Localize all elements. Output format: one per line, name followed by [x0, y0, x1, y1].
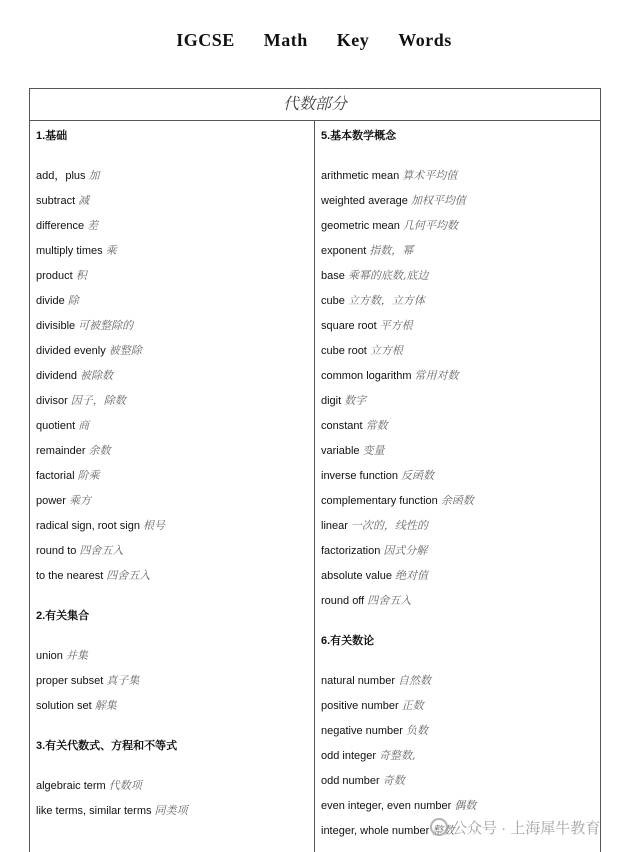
term-english: solution set — [36, 700, 92, 712]
vocab-entry — [321, 167, 457, 183]
term-english: exponent — [321, 245, 367, 257]
watermark — [430, 817, 600, 838]
vocabulary-table — [29, 88, 601, 852]
vocab-entry — [321, 592, 411, 608]
term-english: linear — [321, 520, 348, 532]
term-english: dividend — [36, 370, 77, 382]
term-english: geometric mean — [321, 220, 400, 232]
term-english: odd integer — [321, 750, 377, 762]
vocab-entry — [321, 292, 425, 308]
vocab-entry — [36, 647, 88, 663]
term-chinese: 立方数，立方体 — [347, 294, 425, 307]
term-chinese: 差 — [87, 219, 99, 232]
section-heading: 1.基础 — [36, 130, 68, 142]
term-english: cube root — [321, 345, 367, 357]
term-chinese: 并集 — [65, 649, 88, 662]
vocab-entry — [36, 567, 150, 583]
section-heading: 2.有关集合 — [36, 610, 90, 622]
watermark-text: 公众号 · 上海犀牛教育 — [452, 820, 601, 837]
term-chinese: 加权平均值 — [410, 194, 466, 207]
term-chinese: 自然数 — [398, 674, 431, 687]
term-chinese: 因式分解 — [383, 544, 428, 557]
term-english: subtract — [36, 195, 76, 207]
vocab-entry — [321, 567, 428, 583]
term-chinese: 四舍五入 — [106, 569, 151, 582]
term-english: like terms, similar terms — [36, 805, 152, 817]
term-chinese: 立方根 — [369, 344, 403, 357]
vocab-entry — [36, 672, 139, 688]
term-chinese: 积 — [75, 269, 87, 282]
vocab-entry — [321, 242, 413, 258]
vocab-entry — [36, 492, 91, 508]
vocab-entry — [321, 342, 403, 358]
term-chinese: 被除数 — [79, 369, 113, 382]
term-english: complementary function — [321, 495, 438, 507]
term-english: constant — [321, 420, 363, 432]
term-chinese: 绝对值 — [394, 569, 428, 582]
term-chinese: 解集 — [94, 699, 117, 712]
vocab-entry — [321, 492, 474, 508]
vocab-entry — [321, 367, 458, 383]
term-english: arithmetic mean — [321, 170, 400, 182]
term-english: integer, whole number — [321, 825, 430, 837]
term-chinese: 反函数 — [401, 469, 435, 482]
vocab-entry — [321, 797, 476, 813]
vocab-entry — [36, 192, 89, 208]
term-chinese: 整数 — [432, 824, 455, 837]
term-chinese: 常数 — [365, 419, 388, 432]
vocab-entry — [321, 417, 388, 433]
term-chinese: 代数项 — [108, 779, 142, 792]
wechat-icon — [430, 818, 448, 836]
vocab-entry — [36, 777, 142, 793]
term-english: add，plus — [36, 170, 86, 182]
term-english: divided evenly — [36, 345, 106, 357]
vocab-entry — [36, 542, 123, 558]
vocab-entry — [321, 392, 366, 408]
term-english: common logarithm — [321, 370, 412, 382]
vocab-entry — [321, 542, 427, 558]
term-english: square root — [321, 320, 377, 332]
vocab-entry — [321, 672, 431, 688]
vocab-entry — [36, 317, 133, 333]
term-english: inverse function — [321, 470, 399, 482]
term-english: absolute value — [321, 570, 392, 582]
term-chinese: 因子，除数 — [70, 394, 126, 407]
vocab-entry — [36, 167, 100, 183]
vocab-entry — [321, 747, 416, 763]
vocab-entry — [321, 772, 405, 788]
term-english: radical sign, root sign — [36, 520, 140, 532]
term-chinese: 平方根 — [379, 319, 413, 332]
term-english: cube — [321, 295, 345, 307]
term-english: proper subset — [36, 675, 104, 687]
term-english: natural number — [321, 675, 395, 687]
term-chinese: 指数，幂 — [369, 244, 414, 257]
title-word: Math — [263, 30, 308, 50]
term-english: positive number — [321, 700, 399, 712]
vocab-entry — [36, 267, 87, 283]
term-chinese: 同类项 — [154, 804, 188, 817]
vocab-entry — [36, 697, 117, 713]
term-english: digit — [321, 395, 342, 407]
vocab-entry — [321, 192, 466, 208]
vocab-entry — [36, 392, 126, 408]
vocab-entry — [36, 517, 165, 533]
term-english: odd number — [321, 775, 380, 787]
term-english: remainder — [36, 445, 86, 457]
term-english: difference — [36, 220, 85, 232]
term-chinese: 加 — [88, 169, 100, 182]
vocab-entry — [36, 367, 113, 383]
vocab-entry — [321, 697, 424, 713]
term-chinese: 四舍五入 — [79, 544, 124, 557]
term-english: factorization — [321, 545, 381, 557]
term-english: divide — [36, 295, 65, 307]
vocab-entry — [321, 217, 458, 233]
title-word: Key — [336, 30, 370, 50]
term-english: quotient — [36, 420, 76, 432]
term-chinese: 一次的，线性的 — [350, 519, 428, 532]
term-chinese: 可被整除的 — [78, 319, 134, 332]
term-chinese: 奇数 — [382, 774, 405, 787]
vocab-entry — [36, 442, 111, 458]
term-english: variable — [321, 445, 360, 457]
term-english: round to — [36, 545, 77, 557]
term-chinese: 余函数 — [440, 494, 474, 507]
term-english: factorial — [36, 470, 75, 482]
term-english: weighted average — [321, 195, 408, 207]
term-chinese: 除 — [67, 294, 79, 307]
vocab-entry — [36, 467, 100, 483]
term-english: product — [36, 270, 73, 282]
term-chinese: 正数 — [401, 699, 424, 712]
section-heading: 6.有关数论 — [321, 635, 375, 647]
page-title — [0, 30, 628, 51]
term-english: divisible — [36, 320, 76, 332]
vocab-entry — [36, 802, 188, 818]
term-english: base — [321, 270, 345, 282]
vocab-entry — [36, 217, 98, 233]
term-chinese: 真子集 — [106, 674, 140, 687]
term-english: multiply times — [36, 245, 103, 257]
term-chinese: 减 — [78, 194, 90, 207]
term-english: to the nearest — [36, 570, 104, 582]
right-column — [315, 121, 600, 852]
term-english: even integer, even number — [321, 800, 452, 812]
section-heading: 3.有关代数式、方程和不等式 — [36, 740, 178, 752]
term-chinese: 被整除 — [108, 344, 142, 357]
term-chinese: 偶数 — [454, 799, 477, 812]
term-chinese: 余数 — [88, 444, 111, 457]
term-english: union — [36, 650, 63, 662]
term-english: negative number — [321, 725, 403, 737]
table-header: 代数部分 — [30, 89, 600, 121]
term-english: round off — [321, 595, 365, 607]
term-chinese: 四舍五入 — [367, 594, 412, 607]
term-chinese: 乘幂的底数,底边 — [347, 269, 429, 282]
vocab-entry — [321, 467, 434, 483]
term-chinese: 根号 — [142, 519, 165, 532]
vocab-entry — [321, 442, 385, 458]
term-chinese: 负数 — [405, 724, 428, 737]
term-chinese: 常用对数 — [414, 369, 459, 382]
vocab-entry — [36, 242, 117, 258]
vocab-entry — [321, 267, 428, 283]
title-word: Words — [398, 30, 452, 50]
term-chinese: 乘方 — [68, 494, 91, 507]
vocab-entry — [36, 342, 142, 358]
section-heading: 5.基本数学概念 — [321, 130, 397, 142]
term-chinese: 商 — [78, 419, 90, 432]
term-chinese: 变量 — [362, 444, 385, 457]
term-english: divisor — [36, 395, 68, 407]
term-chinese: 乘 — [105, 244, 117, 257]
title-word: IGCSE — [176, 30, 235, 50]
vocab-entry — [321, 317, 413, 333]
vocab-entry — [36, 292, 79, 308]
term-chinese: 数字 — [344, 394, 367, 407]
left-column — [30, 121, 315, 852]
term-chinese: 阶乘 — [77, 469, 100, 482]
vocab-entry — [36, 417, 89, 433]
vocab-entry — [321, 722, 428, 738]
vocab-entry — [321, 517, 428, 533]
term-chinese: 几何平均数 — [402, 219, 458, 232]
term-english: power — [36, 495, 66, 507]
term-english: algebraic term — [36, 780, 106, 792]
term-chinese: 算术平均值 — [402, 169, 458, 182]
term-chinese: 奇整数, — [379, 749, 416, 762]
